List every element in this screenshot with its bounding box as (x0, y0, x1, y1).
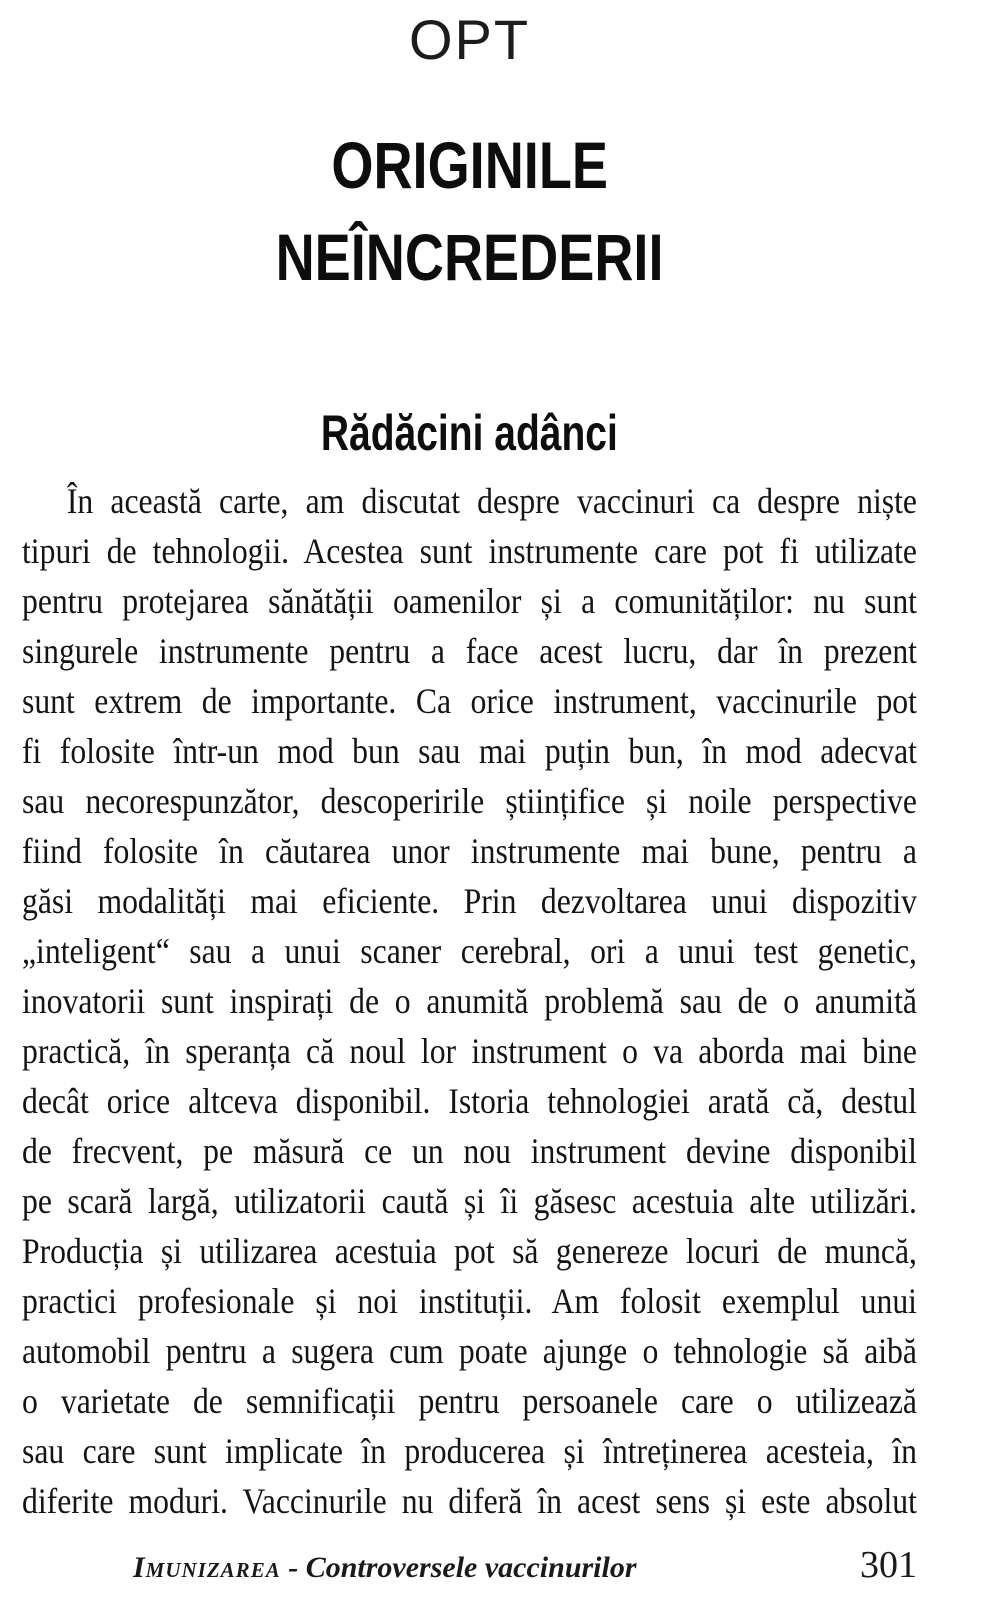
paragraph-line: sunt extrem de importante. Ca orice instrument, vaccinurile pot (22, 681, 917, 721)
section-heading-text: Rădăcini adânci (321, 405, 618, 461)
chapter-number: OPT (408, 8, 531, 71)
paragraph-line: sau necorespunzător, descoperirile științifice și noile perspective (22, 781, 917, 821)
paragraph-line: „inteligent“ sau a unui scaner cerebral, ori a unui test genetic, (22, 931, 917, 971)
paragraph-line: fi folosite într-un mod bun sau mai puțin bun, în mod adecvat (22, 731, 917, 771)
paragraph-line: În această carte, am discutat despre vaccinuri ca despre niște (66, 481, 917, 521)
paragraph-line: pentru protejarea sănătății oamenilor și a comunităților: nu sunt (22, 581, 917, 621)
paragraph-line: de frecvent, pe măsură ce un nou instrument devine disponibil (22, 1131, 917, 1171)
running-title-book-name: Imunizarea (133, 1551, 281, 1584)
page-footer (133, 1544, 917, 1586)
page-number: 301 (860, 1544, 917, 1586)
section-heading (22, 405, 917, 461)
paragraph-line: fiind folosite în căutarea unor instrumente mai bune, pentru a (22, 831, 917, 871)
paragraph-line: Producția și utilizarea acestuia pot să genereze locuri de muncă, (22, 1231, 917, 1271)
paragraph-line: practici profesionale și noi instituții. Am folosit exemplul unui (22, 1281, 917, 1321)
paragraph-line: inovatorii sunt inspirați de o anumită problemă sau de o anumită (22, 981, 917, 1021)
paragraph-line: găsi modalități mai eficiente. Prin dezvoltarea unui dispozitiv (22, 881, 917, 921)
chapter-title-line-1: ORIGINILE (331, 128, 608, 202)
paragraph-line: practică, în speranța că noul lor instrument o va aborda mai bine (22, 1031, 917, 1071)
chapter-title-line-2: NEÎNCREDERII (275, 220, 664, 294)
running-title-subtitle: - Controversele vaccinurilor (280, 1551, 637, 1584)
paragraph-line: pe scară largă, utilizatorii caută și îi găsesc acestuia alte utilizări. (22, 1181, 917, 1221)
running-title (133, 1551, 637, 1585)
paragraph-line: automobil pentru a sugera cum poate ajunge o tehnologie să aibă (22, 1331, 917, 1371)
chapter-title (22, 119, 917, 303)
body-paragraph (22, 476, 917, 1526)
paragraph-line: sau care sunt implicate în producerea și întreținerea acesteia, în (22, 1431, 917, 1471)
paragraph-line: singurele instrumente pentru a face acest lucru, dar în prezent (22, 631, 917, 671)
paragraph-line: tipuri de tehnologii. Acestea sunt instrumente care pot fi utilizate (22, 531, 917, 571)
paragraph-line: diferite moduri. Vaccinurile nu diferă în acest sens și este absolut (22, 1481, 917, 1521)
paragraph-line: o varietate de semnificații pentru persoanele care o utilizează (22, 1381, 917, 1421)
paragraph-line: decât orice altceva disponibil. Istoria tehnologiei arată că, destul (22, 1081, 917, 1121)
